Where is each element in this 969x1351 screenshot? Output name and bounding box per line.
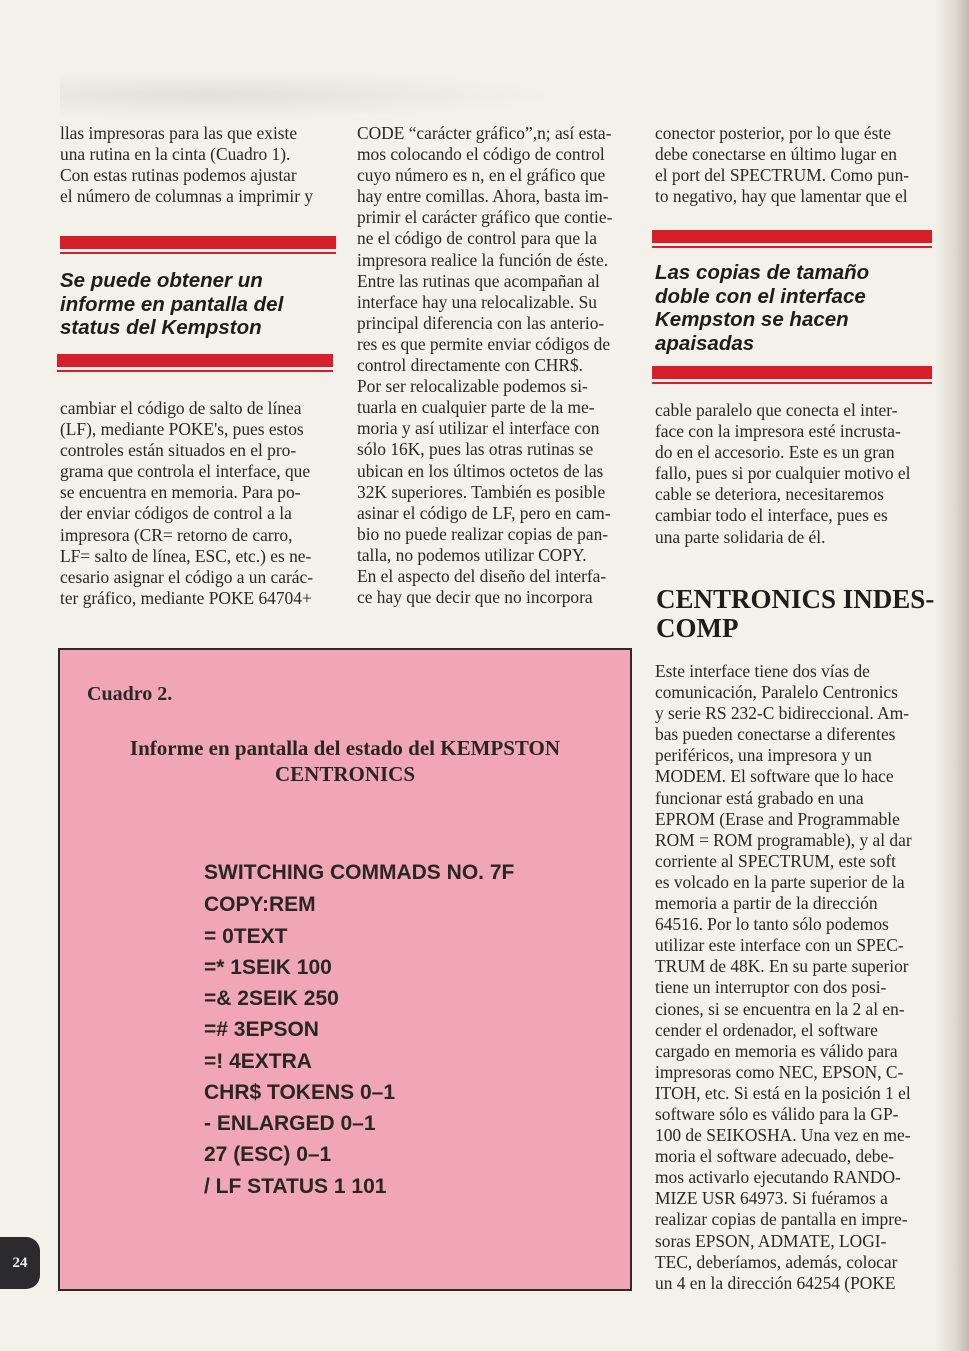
text-line: mos activarlo ejecutando RANDO- (655, 1167, 901, 1188)
heading-line: Se puede obtener un (60, 269, 263, 292)
text-line: bas pueden conectarse a diferentes (655, 724, 896, 745)
column-3-top-text (655, 123, 935, 207)
text-line: impresora (CR= retorno de carro, (60, 524, 293, 545)
text-line: principal diferencia con las anterio- (357, 312, 605, 333)
code-line: SWITCHING COMMADS NO. 7F (204, 861, 515, 884)
text-line: realizar copias de pantalla en impre- (655, 1209, 908, 1230)
text-line: y serie RS 232-C bidireccional. Am- (655, 703, 910, 724)
text-line: controles están situados en el pro- (60, 440, 297, 461)
column-1-body-text (60, 398, 335, 609)
text-line: sólo 16K, pues las otras rutinas se (357, 439, 594, 460)
text-line: se encuentra en memoria. Para po- (60, 482, 301, 503)
text-line: fallo, pues si por cualquier motivo el (655, 463, 911, 484)
section-title-line: CENTRONICS INDES- (656, 584, 935, 614)
code-line: / LF STATUS 1 101 (204, 1175, 387, 1198)
code-line: =& 2SEIK 250 (204, 987, 339, 1010)
text-line: comunicación, Paralelo Centronics (655, 682, 898, 703)
text-line: 64516. Por lo tanto sólo podemos (655, 914, 889, 935)
text-line: (LF), mediante POKE's, pues estos (60, 419, 304, 440)
text-line: bio no puede realizar copias de pan- (357, 523, 609, 544)
text-line: asinar el código de LF, pero en cam- (357, 502, 611, 523)
text-line: ce hay que decir que no incorpora (357, 587, 593, 608)
code-line: =! 4EXTRA (204, 1050, 312, 1073)
heading-line: Las copias de tamaño (655, 261, 870, 284)
text-line: tuarla en cualquier parte de la me- (357, 397, 595, 418)
text-line: 100 de SEIKOSHA. Una vez en me- (655, 1125, 911, 1146)
text-line: EPROM (Erase and Programmable (655, 808, 900, 829)
text-line: der enviar códigos de control a la (60, 503, 292, 524)
text-line: En el aspecto del diseño del interfa- (357, 565, 607, 586)
text-line: ITOH, etc. Si está en la posición 1 el (655, 1082, 911, 1103)
text-line: software sólo es válido para la GP- (655, 1103, 899, 1124)
heading-line: status del Kempston (60, 316, 262, 339)
text-line: ne el código de control para que la (357, 228, 597, 249)
text-line: Por ser relocalizable podemos si- (357, 376, 588, 397)
text-line: una parte solidaria de él. (655, 526, 826, 547)
page-edge-shadow (935, 0, 969, 1351)
red-divider-bar (60, 236, 336, 249)
text-line: LF= salto de línea, ESC, etc.) es ne- (60, 545, 312, 566)
red-divider-bar (652, 366, 932, 379)
page-number: 24 (12, 1254, 28, 1271)
text-line: to negativo, hay que lamentar que el (655, 186, 908, 207)
code-line: COPY:REM (204, 893, 316, 916)
text-line: el número de columnas a imprimir y (60, 186, 314, 207)
text-line: cargado en memoria es válido para (655, 1040, 898, 1061)
text-line: ROM = ROM programable), y al dar (655, 829, 912, 850)
text-line: cuyo número es n, en el gráfico que (357, 165, 606, 186)
text-line: 32K superiores. También es posible (357, 481, 606, 502)
column-3-middle-text (655, 400, 935, 548)
text-line: es volcado en la parte superior de la (655, 871, 905, 892)
text-line: grama que controla el interface, que (60, 461, 311, 482)
text-line: moria el software adecuado, debe- (655, 1146, 895, 1167)
subheading-copias-tamano-doble (655, 261, 935, 355)
section-title-line: COMP (656, 613, 739, 643)
faded-header-bleed (60, 70, 560, 120)
text-line: conector posterior, por lo que éste (655, 123, 891, 143)
text-line: debe conectarse en último lugar en (655, 144, 897, 165)
code-line: =* 1SEIK 100 (204, 956, 332, 979)
text-line: CODE “carácter gráfico”,n; así esta- (357, 123, 612, 143)
page-number-badge (0, 1237, 40, 1289)
text-line: control directamente con CHR$. (357, 355, 584, 376)
column-2-text (357, 123, 634, 608)
text-line: cender el ordenador, el software (655, 1019, 878, 1040)
column-1-top-text (60, 123, 335, 207)
text-line: tiene un interruptor con dos posi- (655, 977, 887, 998)
text-line: soras EPSON, ADMATE, LOGI- (655, 1230, 887, 1251)
box-title-line: CENTRONICS (274, 762, 416, 786)
text-line: moria y así utilizar el interface con (357, 418, 600, 439)
text-line: talla, no podemos utilizar COPY. (357, 544, 587, 565)
text-line: periféricos, una impresora y un (655, 745, 872, 766)
cuadro-2-box (58, 648, 632, 1291)
text-line: Este interface tiene dos vías de (655, 661, 870, 681)
section-title-centronics (656, 585, 936, 643)
text-line: mos colocando el código de control (357, 144, 605, 165)
text-line: funcionar está grabado en una (655, 787, 864, 808)
text-line: un 4 en la dirección 64254 (POKE (655, 1272, 896, 1293)
red-divider-bar (57, 354, 333, 367)
heading-line: Kempston se hacen (655, 308, 849, 331)
text-line: ter gráfico, mediante POKE 64704+ (60, 587, 312, 608)
text-line: ubican en los últimos octetos de las (357, 460, 604, 481)
text-line: MODEM. El software que lo hace (655, 766, 894, 787)
text-line: primir el carácter gráfico que contie- (357, 207, 613, 228)
text-line: Con estas rutinas podemos ajustar (60, 165, 297, 186)
code-line: CHR$ TOKENS 0–1 (204, 1081, 396, 1104)
text-line: cesario asignar el código a un carác- (60, 566, 313, 587)
code-line: = 0TEXT (204, 925, 288, 948)
heading-line: apaisadas (655, 331, 755, 355)
text-line: cable se deteriora, necesitaremos (655, 484, 884, 505)
box-label: Cuadro 2. (87, 683, 173, 705)
text-line: cable paralelo que conecta el inter- (655, 400, 898, 420)
text-line: Entre las rutinas que acompañan al (357, 270, 600, 291)
red-divider-bar (652, 230, 932, 243)
text-line: ciones, si se encuentra en la 2 al en- (655, 998, 905, 1019)
text-line: una rutina en la cinta (Cuadro 1). (60, 144, 291, 165)
text-line: cambiar todo el interface, pues es (655, 505, 888, 526)
text-line: hay entre comillas. Ahora, basta im- (357, 186, 609, 207)
code-line: =# 3EPSON (204, 1018, 319, 1041)
text-line: corriente al SPECTRUM, este soft (655, 850, 897, 871)
text-line: MIZE USR 64973. Si fuéramos a (655, 1188, 888, 1209)
text-line: llas impresoras para las que existe (60, 123, 298, 143)
text-line: impresoras como NEC, EPSON, C- (655, 1061, 904, 1082)
code-line: - ENLARGED 0–1 (204, 1112, 376, 1135)
text-line: cambiar el código de salto de línea (60, 398, 302, 418)
heading-line: informe en pantalla del (60, 292, 284, 316)
code-line: 27 (ESC) 0–1 (204, 1143, 332, 1166)
subheading-kempston-status (60, 269, 335, 340)
text-line: el port del SPECTRUM. Como pun- (655, 165, 910, 186)
text-line: face con la impresora esté incrusta- (655, 421, 901, 442)
box-title-line: Informe en pantalla del estado del KEMPSTON (129, 736, 561, 760)
text-line: TRUM de 48K. En su parte superior (655, 956, 909, 977)
text-line: memoria a partir de la dirección (655, 893, 878, 914)
text-line: do en el accesorio. Este es un gran (655, 442, 895, 463)
heading-line: doble con el interface (655, 284, 866, 308)
text-line: impresora realice la función de éste. (357, 249, 609, 270)
column-3-bottom-text (655, 661, 935, 1294)
text-line: TEC, deberíamos, además, colocar (655, 1251, 898, 1272)
text-line: interface hay una relocalizable. Su (357, 291, 597, 312)
text-line: res es que permite enviar códigos de (357, 333, 611, 354)
text-line: utilizar este interface con un SPEC- (655, 935, 904, 956)
